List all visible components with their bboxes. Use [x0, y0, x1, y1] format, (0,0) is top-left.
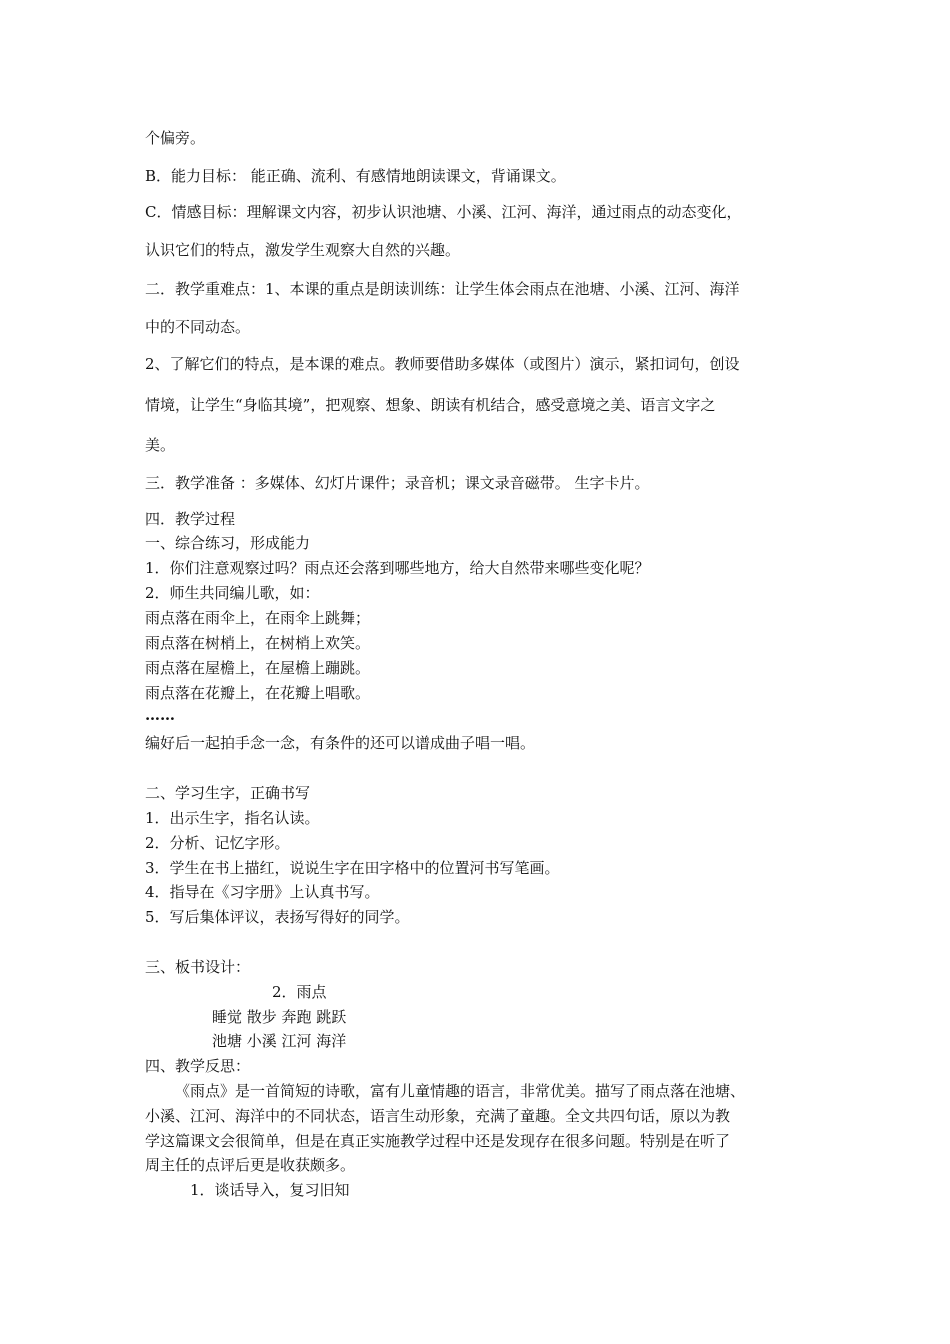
section-heading: 二．教学重难点：1、本课的重点是朗读训练：让学生体会雨点在池塘、小溪、江河、海洋	[145, 280, 740, 298]
text-line: 5．写后集体评议，表扬写得好的同学。	[145, 908, 410, 926]
text-line: 认识它们的特点，激发学生观察大自然的兴趣。	[145, 241, 461, 259]
text-line: 1．出示生字，指名认读。	[145, 809, 320, 827]
poem-line: 雨点落在屋檐上，在屋檐上蹦跳。	[145, 659, 371, 677]
board-line: 池塘 小溪 江河 海洋	[212, 1032, 347, 1050]
text-line: 学这篇课文会很简单，但是在真正实施教学过程中还是发现存在很多问题。特别是在听了	[145, 1132, 731, 1150]
text-line: 3．学生在书上描红，说说生字在田字格中的位置河书写笔画。	[145, 859, 560, 877]
text-line: 1．谈话导入，复习旧知	[190, 1181, 350, 1199]
subsection-heading: 三、板书设计：	[145, 958, 251, 976]
text-line: 美。	[145, 436, 176, 454]
text-line: 个偏旁。	[145, 129, 206, 147]
text-line: 4．指导在《习字册》上认真书写。	[145, 883, 380, 901]
text-line: 《雨点》是一首简短的诗歌，富有儿童情趣的语言，非常优美。描写了雨点落在池塘、	[175, 1082, 746, 1100]
text-line: 情境，让学生“身临其境”，把观察、想象、朗读有机结合，感受意境之美、语言文字之	[145, 396, 716, 414]
text-line: 周主任的点评后更是收获颇多。	[145, 1156, 356, 1174]
poem-line: 雨点落在树梢上，在树梢上欢笑。	[145, 634, 371, 652]
subsection-heading: 一、综合练习，形成能力	[145, 534, 311, 552]
ellipsis-line: ……	[145, 706, 175, 724]
subsection-heading: 四、教学反思：	[145, 1057, 251, 1075]
poem-line: 雨点落在花瓣上，在花瓣上唱歌。	[145, 684, 371, 702]
board-title: 2．雨点	[272, 983, 327, 1001]
text-line: 小溪、江河、海洋中的不同状态，语言生动形象，充满了童趣。全文共四句话，原以为教	[145, 1107, 731, 1125]
section-heading: 四．教学过程	[145, 510, 236, 528]
text-line: 2．师生共同编儿歌，如：	[145, 584, 320, 602]
section-heading: 三．教学准备 ：多媒体、幻灯片课件；录音机；课文录音磁带。 生字卡片。	[145, 474, 650, 492]
poem-line: 雨点落在雨伞上，在雨伞上跳舞；	[145, 609, 371, 627]
text-line: 1．你们注意观察过吗？雨点还会落到哪些地方，给大自然带来哪些变化呢？	[145, 559, 650, 577]
text-line: B．能力目标： 能正确、流利、有感情地朗读课文，背诵课文。	[145, 167, 566, 185]
text-line: 2、了解它们的特点，是本课的难点。教师要借助多媒体（或图片）演示，紧扣词句，创设	[145, 355, 740, 373]
subsection-heading: 二、学习生字，正确书写	[145, 784, 311, 802]
board-line: 睡觉 散步 奔跑 跳跃	[212, 1008, 347, 1026]
text-line: 2．分析、记忆字形。	[145, 834, 290, 852]
text-line: 中的不同动态。	[145, 318, 251, 336]
text-line: 编好后一起拍手念一念，有条件的还可以谱成曲子唱一唱。	[145, 734, 536, 752]
text-line: C．情感目标：理解课文内容，初步认识池塘、小溪、江河、海洋，通过雨点的动态变化，	[145, 203, 742, 221]
